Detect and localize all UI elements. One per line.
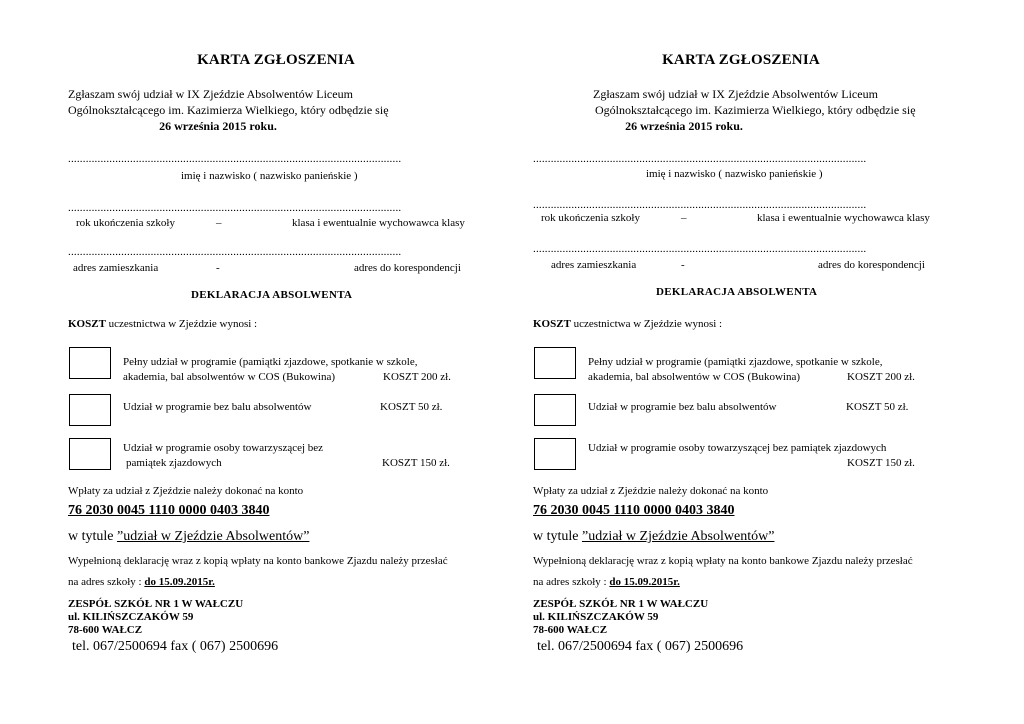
transfer-prefix: w tytule: [68, 529, 117, 544]
cost-intro: [533, 318, 722, 330]
school-address: [68, 598, 243, 637]
option-companion-line: pamiątek zjazdowych: [126, 457, 222, 469]
name-field-line[interactable]: .................................................................................................................: [68, 153, 402, 165]
payment-note: Wpłaty za udział z Zjeździe należy dokonać na konto: [533, 485, 769, 497]
intro-line: Ogólnokształcącego im. Kazimierza Wielkiego, który odbędzie się: [595, 103, 916, 117]
graduation-field-line[interactable]: .................................................................................................................: [68, 202, 402, 214]
option-companion-checkbox[interactable]: [69, 438, 111, 470]
class-teacher-label: klasa i ewentualnie wychowawca klasy: [292, 217, 465, 229]
transfer-title-text: ”udział w Zjeździe Absolwentów”: [117, 529, 310, 544]
deadline-note: [533, 576, 680, 588]
home-address-label: adres zamieszkania: [551, 259, 637, 271]
account-number: 76 2030 0045 1110 0000 0403 3840: [533, 503, 735, 518]
intro-line: Ogólnokształcącego im. Kazimierza Wielkiego, który odbędzie się: [68, 103, 389, 117]
transfer-title-text: ”udział w Zjeździe Absolwentów”: [582, 529, 775, 544]
option-companion-cost: KOSZT 150 zł.: [847, 457, 915, 469]
transfer-title: [533, 529, 774, 545]
correspondence-address-label: adres do korespondencji: [354, 262, 461, 274]
option-no-ball-checkbox[interactable]: [534, 394, 576, 426]
option-full-cost: KOSZT 200 zł.: [383, 371, 451, 383]
school-city: 78-600 WAŁCZ: [533, 624, 608, 636]
graduation-field-line[interactable]: .................................................................................................................: [533, 199, 867, 211]
send-note: Wypełnioną deklarację wraz z kopią wpłaty na konto bankowe Zjazdu należy przesłać: [533, 555, 913, 567]
option-no-ball-text: Udział w programie bez balu absolwentów: [123, 401, 312, 413]
option-full-cost: KOSZT 200 zł.: [847, 371, 915, 383]
deadline-prefix: na adres szkoły :: [533, 576, 610, 588]
intro-line: Zgłaszam swój udział w IX Zjeździe Absolwentów Liceum: [593, 87, 878, 101]
graduation-year-label: rok ukończenia szkoły: [76, 217, 175, 229]
cost-intro: [68, 318, 257, 330]
intro-text: [591, 86, 916, 134]
name-field-line[interactable]: .................................................................................................................: [533, 153, 867, 165]
home-address-label: adres zamieszkania: [73, 262, 159, 274]
field-separator: -: [681, 259, 685, 271]
registration-card-right: [531, 0, 971, 724]
field-separator: -: [216, 262, 220, 274]
option-companion-cost: KOSZT 150 zł.: [382, 457, 450, 469]
card-title: KARTA ZGŁOSZENIA: [197, 52, 355, 68]
send-note: Wypełnioną deklarację wraz z kopią wpłaty na konto bankowe Zjazdu należy przesłać: [68, 555, 448, 567]
correspondence-address-label: adres do korespondencji: [818, 259, 925, 271]
transfer-prefix: w tytule: [533, 529, 582, 544]
school-street: ul. KILIŃSZCZAKÓW 59: [533, 611, 659, 623]
school-name: ZESPÓŁ SZKÓŁ NR 1 W WAŁCZU: [533, 598, 709, 610]
option-no-ball-cost: KOSZT 50 zł.: [380, 401, 443, 413]
account-number: 76 2030 0045 1110 0000 0403 3840: [68, 503, 270, 518]
cost-bold: KOSZT: [533, 318, 571, 330]
event-date: 26 września 2015 roku.: [159, 119, 277, 133]
field-separator: –: [681, 212, 687, 224]
card-title: KARTA ZGŁOSZENIA: [662, 52, 820, 68]
declaration-heading: DEKLARACJA ABSOLWENTA: [656, 286, 818, 298]
intro-line: Zgłaszam swój udział w IX Zjeździe Absolwentów Liceum: [68, 87, 353, 101]
registration-card-left: [66, 0, 506, 724]
option-companion-checkbox[interactable]: [534, 438, 576, 470]
option-no-ball-cost: KOSZT 50 zł.: [846, 401, 909, 413]
payment-note: Wpłaty za udział z Zjeździe należy dokonać na konto: [68, 485, 304, 497]
deadline-prefix: na adres szkoły :: [68, 576, 145, 588]
option-full-line: Pełny udział w programie (pamiątki zjazdowe, spotkanie w szkole,: [588, 356, 883, 368]
school-city: 78-600 WAŁCZ: [68, 624, 143, 636]
option-companion-line: Udział w programie osoby towarzyszącej bez: [123, 442, 324, 454]
option-full-line: Pełny udział w programie (pamiątki zjazdowe, spotkanie w szkole,: [123, 356, 418, 368]
option-no-ball-checkbox[interactable]: [69, 394, 111, 426]
school-address: [533, 598, 708, 637]
cost-bold: KOSZT: [68, 318, 106, 330]
name-field-label: imię i nazwisko ( nazwisko panieńskie ): [181, 170, 358, 182]
option-full-checkbox[interactable]: [534, 347, 576, 379]
name-field-label: imię i nazwisko ( nazwisko panieńskie ): [646, 168, 823, 180]
option-companion-text: Udział w programie osoby towarzyszącej bez pamiątek zjazdowych: [588, 442, 887, 454]
event-date: 26 września 2015 roku.: [625, 119, 743, 133]
cost-rest: uczestnictwa w Zjeździe wynosi :: [105, 318, 258, 330]
school-contact: tel. 067/2500694 fax ( 067) 2500696: [72, 639, 279, 654]
transfer-title: [68, 529, 309, 545]
deadline-date: do 15.09.2015r.: [144, 576, 215, 588]
option-no-ball-text: Udział w programie bez balu absolwentów: [588, 401, 777, 413]
option-full-line: akademia, bal absolwentów w COS (Bukowina): [588, 371, 801, 383]
school-name: ZESPÓŁ SZKÓŁ NR 1 W WAŁCZU: [68, 598, 244, 610]
intro-text: [68, 86, 389, 134]
graduation-year-label: rok ukończenia szkoły: [541, 212, 640, 224]
address-field-line[interactable]: .................................................................................................................: [68, 246, 402, 258]
deadline-date: do 15.09.2015r.: [609, 576, 680, 588]
deadline-note: [68, 576, 215, 588]
cost-rest: uczestnictwa w Zjeździe wynosi :: [570, 318, 723, 330]
option-full-text: [588, 355, 882, 385]
option-full-line: akademia, bal absolwentów w COS (Bukowina): [123, 371, 336, 383]
address-field-line[interactable]: .................................................................................................................: [533, 243, 867, 255]
field-separator: –: [216, 217, 222, 229]
declaration-heading: DEKLARACJA ABSOLWENTA: [191, 289, 353, 301]
option-companion-text: [123, 441, 323, 471]
option-full-checkbox[interactable]: [69, 347, 111, 379]
school-contact: tel. 067/2500694 fax ( 067) 2500696: [537, 639, 744, 654]
class-teacher-label: klasa i ewentualnie wychowawca klasy: [757, 212, 930, 224]
option-full-text: [123, 355, 417, 385]
school-street: ul. KILIŃSZCZAKÓW 59: [68, 611, 194, 623]
